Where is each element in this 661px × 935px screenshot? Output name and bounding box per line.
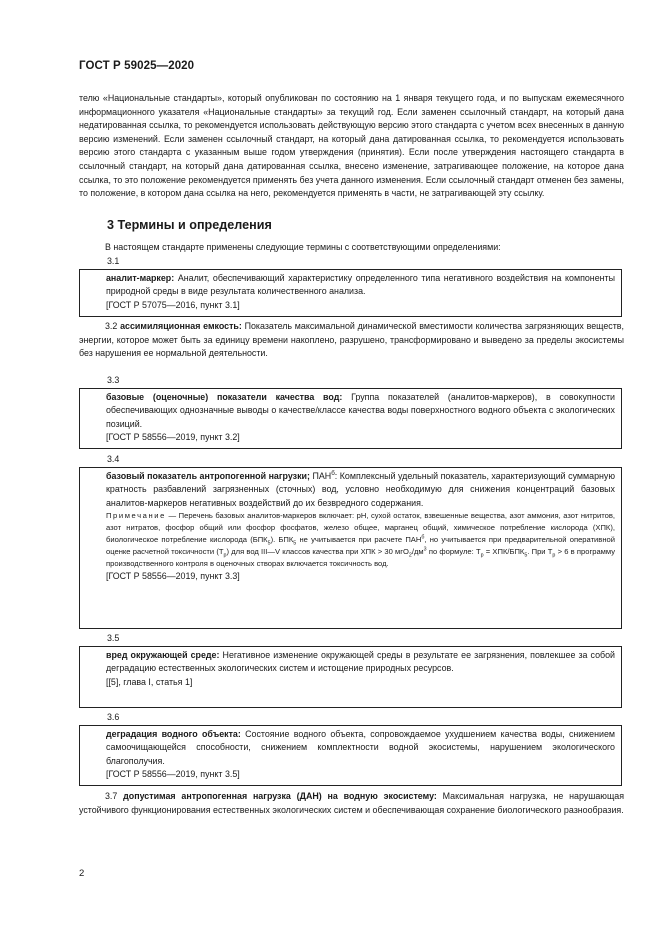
term-box-3-5 — [79, 646, 622, 708]
term-name: вред окружающей среде: — [106, 650, 220, 660]
term-box-3-1 — [79, 269, 622, 317]
term-definition — [106, 728, 615, 768]
note-label: Примечание — [106, 511, 166, 521]
section-intro: В настоящем стандарте применены следующие термины с соответствующими определениями: — [105, 242, 501, 252]
term-number: 3.2 — [105, 321, 118, 331]
intro-paragraph: телю «Национальные стандарты», который опубликован по состоянию на 1 января текущего года, и по выпускам ежемесячного информационного указателя «Национальные стандарты» за текущий год. Если заменен ссылочный стандарт, на который дана недатированная ссылка, то рекомендуется использовать действующую версию этого стандарта с учетом всех внесенных в данную версию изменений. Если заменен ссылочный стандарт, на который дана датированная ссылка, то рекомендуется использовать версию этого стандарта с указанным выше годом утверждения (принятия). Если после утверждения настоящего стандарта в ссылочный стандарт, на который дана датированная ссылка, внесено изменение, затрагивающее положение, на которое дана ссылка, то это положение рекомендуется применять без учета данного изменения. Если ссылочный стандарт отменен без замены, то положение, в котором дана ссылка на него, рекомендуется применять в части, не затрагивающей эту ссылку. — [79, 93, 624, 199]
term-definition — [106, 391, 615, 431]
term-box-3-3 — [79, 388, 622, 449]
term-source: [ГОСТ Р 58556—2019, пункт 3.2] — [106, 432, 240, 443]
term-box-3-6 — [79, 725, 622, 786]
term-text: : Комплексный удельный показатель, характеризующий суммарную кратность разбавлений загрязненных (сточных) вод, условно необходимую для снижения концентраций базовых аналитов-маркеров негативных воздействий до их безвредного содержания. — [106, 471, 615, 508]
term-definition — [106, 470, 615, 510]
section-title: 3 Термины и определения — [107, 218, 272, 232]
term-name: базовый показатель антропогенной нагрузки; — [106, 471, 310, 481]
term-text: Негативное изменение окружающей среды в результате ее загрязнения, повлекшее за собой деградацию естественных экологических систем и истощение природных ресурсов. — [106, 650, 616, 674]
term-text: Аналит, обеспечивающий характеристику определенного типа негативного воздействия на компоненты природной среды в виде результата количественного анализа. — [106, 273, 615, 297]
term-number: 3.5 — [107, 633, 120, 643]
term-number: 3.7 — [105, 791, 118, 801]
page-number: 2 — [79, 868, 85, 879]
term-definition — [106, 649, 615, 676]
term-name: допустимая антропогенная нагрузка (ДАН) на водную экосистему: — [123, 791, 437, 801]
term-number: 3.4 — [107, 454, 120, 464]
term-abbr-sup: б — [331, 470, 335, 478]
term-name: деградация водного объекта: — [106, 729, 241, 739]
term-source: [ГОСТ Р 58556—2019, пункт 3.5] — [106, 769, 240, 780]
term-text: Максимальная нагрузка, не нарушающая устойчивого функционирования естественных экологических систем и обеспечивающая сохранение биологического разнообразия. — [79, 791, 624, 815]
term-number: 3.1 — [107, 256, 120, 266]
term-definition — [106, 272, 615, 299]
term-text: Группа показателей (аналитов-маркеров), в совокупности обеспечивающих однозначные выводы о качестве/классе качества воды поверхностного водного объекта с экологических позиций. — [106, 392, 616, 429]
term-name: ассимиляционная емкость: — [120, 321, 242, 331]
document-header: ГОСТ Р 59025—2020 — [79, 60, 195, 72]
term-name: аналит-маркер: — [106, 273, 175, 283]
term-text: Показатель максимальной динамической вместимости количества загрязняющих веществ, энергии, которое может быть за единицу времени накоплено, разрушено, трансформировано и выведено за пределы экосистемы без нарушения ее нормальной деятельности. — [79, 321, 624, 359]
term-text: Состояние водного объекта, сопровождаемое ухудшением качества воды, снижением самоочищающейся способности, снижением комплектности водной экосистемы, нарушением экологического благополучия. — [106, 729, 616, 766]
term-source: [[5], глава I, статья 1] — [106, 676, 193, 687]
term-3-7 — [79, 790, 624, 817]
term-note: Примечание — Перечень базовых аналитов-маркеров включает: pH, сухой остаток, взвешенные вещества, азот аммония, азот нитритов, азот нитратов, фосфор общий или фосфор фосфатов, железо общее, марганец общий, химическое потребление кислорода (ХПК), биологическое потребление кислорода $(БПК_5)$. $БПК_5$ не учитывается при расчете $ПАН^б$, но учитывается при предварительной оперативной оценке расчетной токсичности $(Т_р)$ для вод III—V классов качества при ХПК > 30 $мгО_2/дм^3$ по формуле: $Т_р = ХПК/БПК_5$. При $Т_р > 6$ в программу производственного контроля в оценочных створах включается токсичность вод. — [106, 511, 615, 569]
term-abbr: ПАН — [309, 471, 332, 481]
term-source: [ГОСТ Р 57075—2016, пункт 3.1] — [106, 299, 240, 310]
term-source: [ГОСТ Р 58556—2019, пункт 3.3] — [106, 571, 240, 582]
term-number: 3.6 — [107, 712, 120, 722]
term-name: базовые (оценочные) показатели качества вод: — [106, 392, 343, 402]
term-3-2 — [79, 320, 624, 361]
term-box-3-4 — [79, 467, 622, 629]
term-number: 3.3 — [107, 375, 120, 385]
